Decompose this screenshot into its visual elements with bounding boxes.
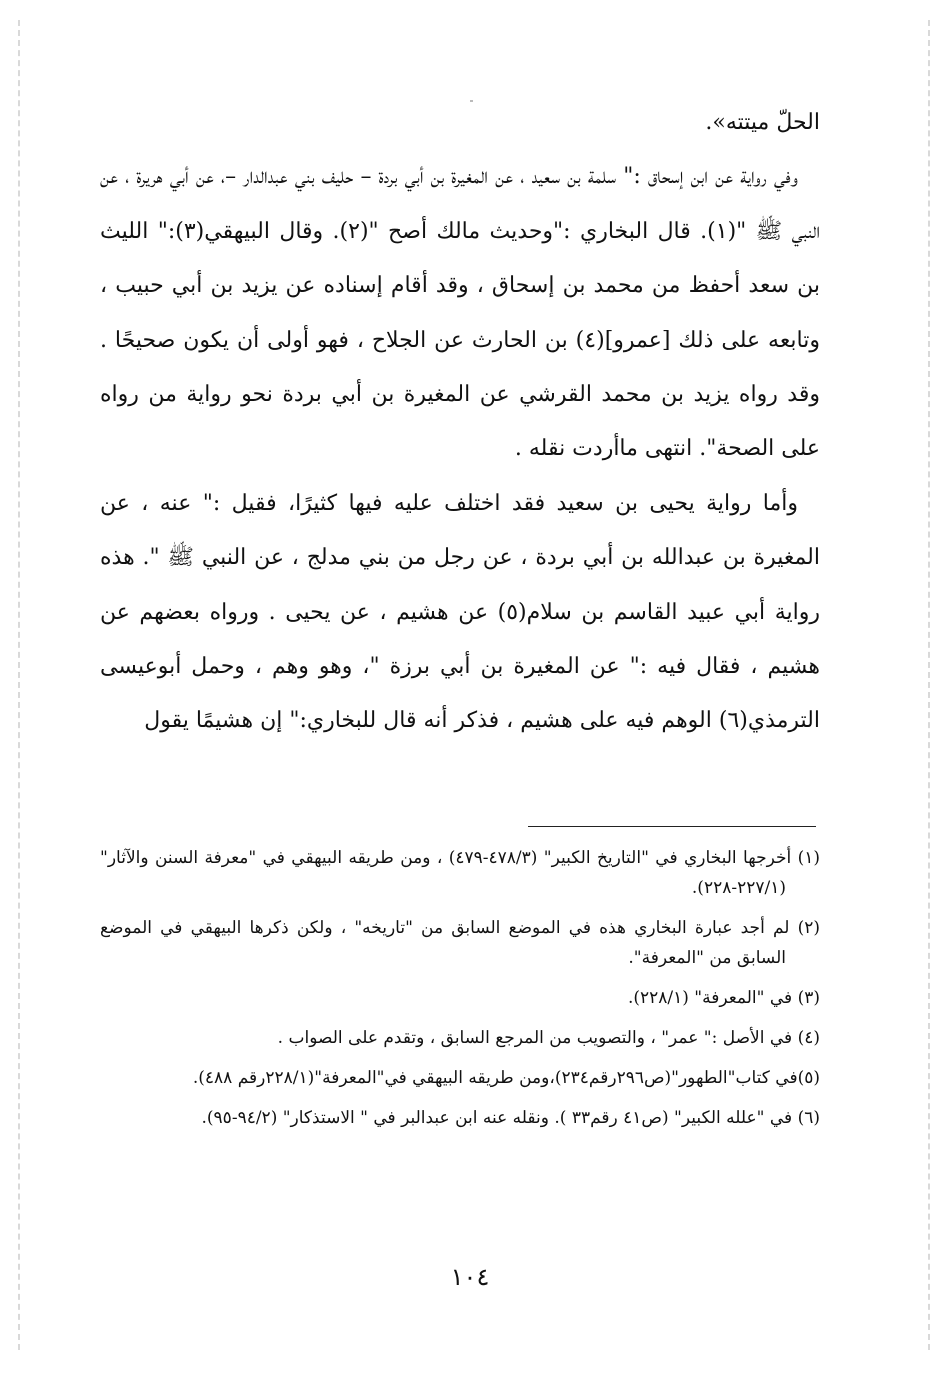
- footnote-2: (٢) لم أجد عبارة البخاري هذه في الموضع السابق من "تاريخه" ، ولكن ذكرها البيهقي في الموضع السابق من "المعرفة".: [100, 918, 820, 968]
- body-paragraph-2: وفي رواية عن ابن إسحاق :" سلمة بن سعيد ، عن المغيرة بن أبي بردة – حليف بني عبدالدار –، عن أبي هريرة ، عن النبي ﷺ "(١). قال البخاري :"وحديث مالك أصح "(٢). وقال البيهقي(٣):" الليث بن سعد أحفظ من محمد بن إسحاق ، وقد أقام إسناده عن يزيد بن أبي حبيب ، وتابعه على ذلك [عمرو](٤) بن الحارث عن الجلاح ، فهو أولى أن يكون صحيحًا . وقد رواه يزيد بن محمد القرشي عن المغيرة بن أبي بردة نحو رواية من رواه على الصحة". انتهى ماأردت نقله .: [100, 164, 821, 462]
- footnote-1: (١) أخرجها البخاري في "التاريخ الكبير" (٤٧٨/٣-٤٧٩) ، ومن طريقه البيهقي في "معرفة السنن والآثار" (٢٢٧/١-٢٢٨).: [100, 848, 820, 898]
- body-paragraph-3: وأما رواية يحيى بن سعيد فقد اختلف عليه فيها كثيرًا، فقيل :" عنه ، عن المغيرة بن عبدالله بن أبي بردة ، عن رجل من بني مدلج ، عن النبي ﷺ ". هذه رواية أبي عبيد القاسم بن سلام(٥) عن هشيم ، عن يحيى . ورواه بعضهم عن هشيم ، فقال فيه :" عن المغيرة بن أبي برزة "، وهو وهم ، وحمل أبوعيسى الترمذي(٦) الوهم فيه على هشيم ، فذكر أنه قال للبخاري:" إن هشيمًا يقول: [100, 490, 820, 734]
- main-text: [100, 96, 820, 749]
- footnote-3: (٣) في "المعرفة" (٢٢٨/١).: [627, 988, 820, 1008]
- footnote-6: (٦) في "علله الكبير" (ص٤١ رقم٣٣ ). ونقله عنه ابن عبدالبر في " الاستذكار" (٩٤/٢-٩٥).: [201, 1108, 820, 1128]
- footnotes: [100, 843, 820, 1143]
- scan-margin-mark-right: [928, 20, 930, 1350]
- page-number: ١٠٤: [450, 1263, 490, 1291]
- footnote-separator: [528, 826, 816, 827]
- footnote-5: (٥)في كتاب"الطهور"(ص٢٩٦رقم٢٣٤)،ومن طريقه البيهقي في"المعرفة"(٢٢٨/١رقم ٤٨٨).: [192, 1068, 820, 1088]
- scan-margin-mark-left: [18, 20, 20, 1350]
- footnote-4: (٤) في الأصل :" عمر" ، والتصويب من المرجع السابق ، وتقدم على الصواب .: [277, 1028, 820, 1048]
- body-paragraph-1: الحلّ ميتته».: [705, 110, 820, 135]
